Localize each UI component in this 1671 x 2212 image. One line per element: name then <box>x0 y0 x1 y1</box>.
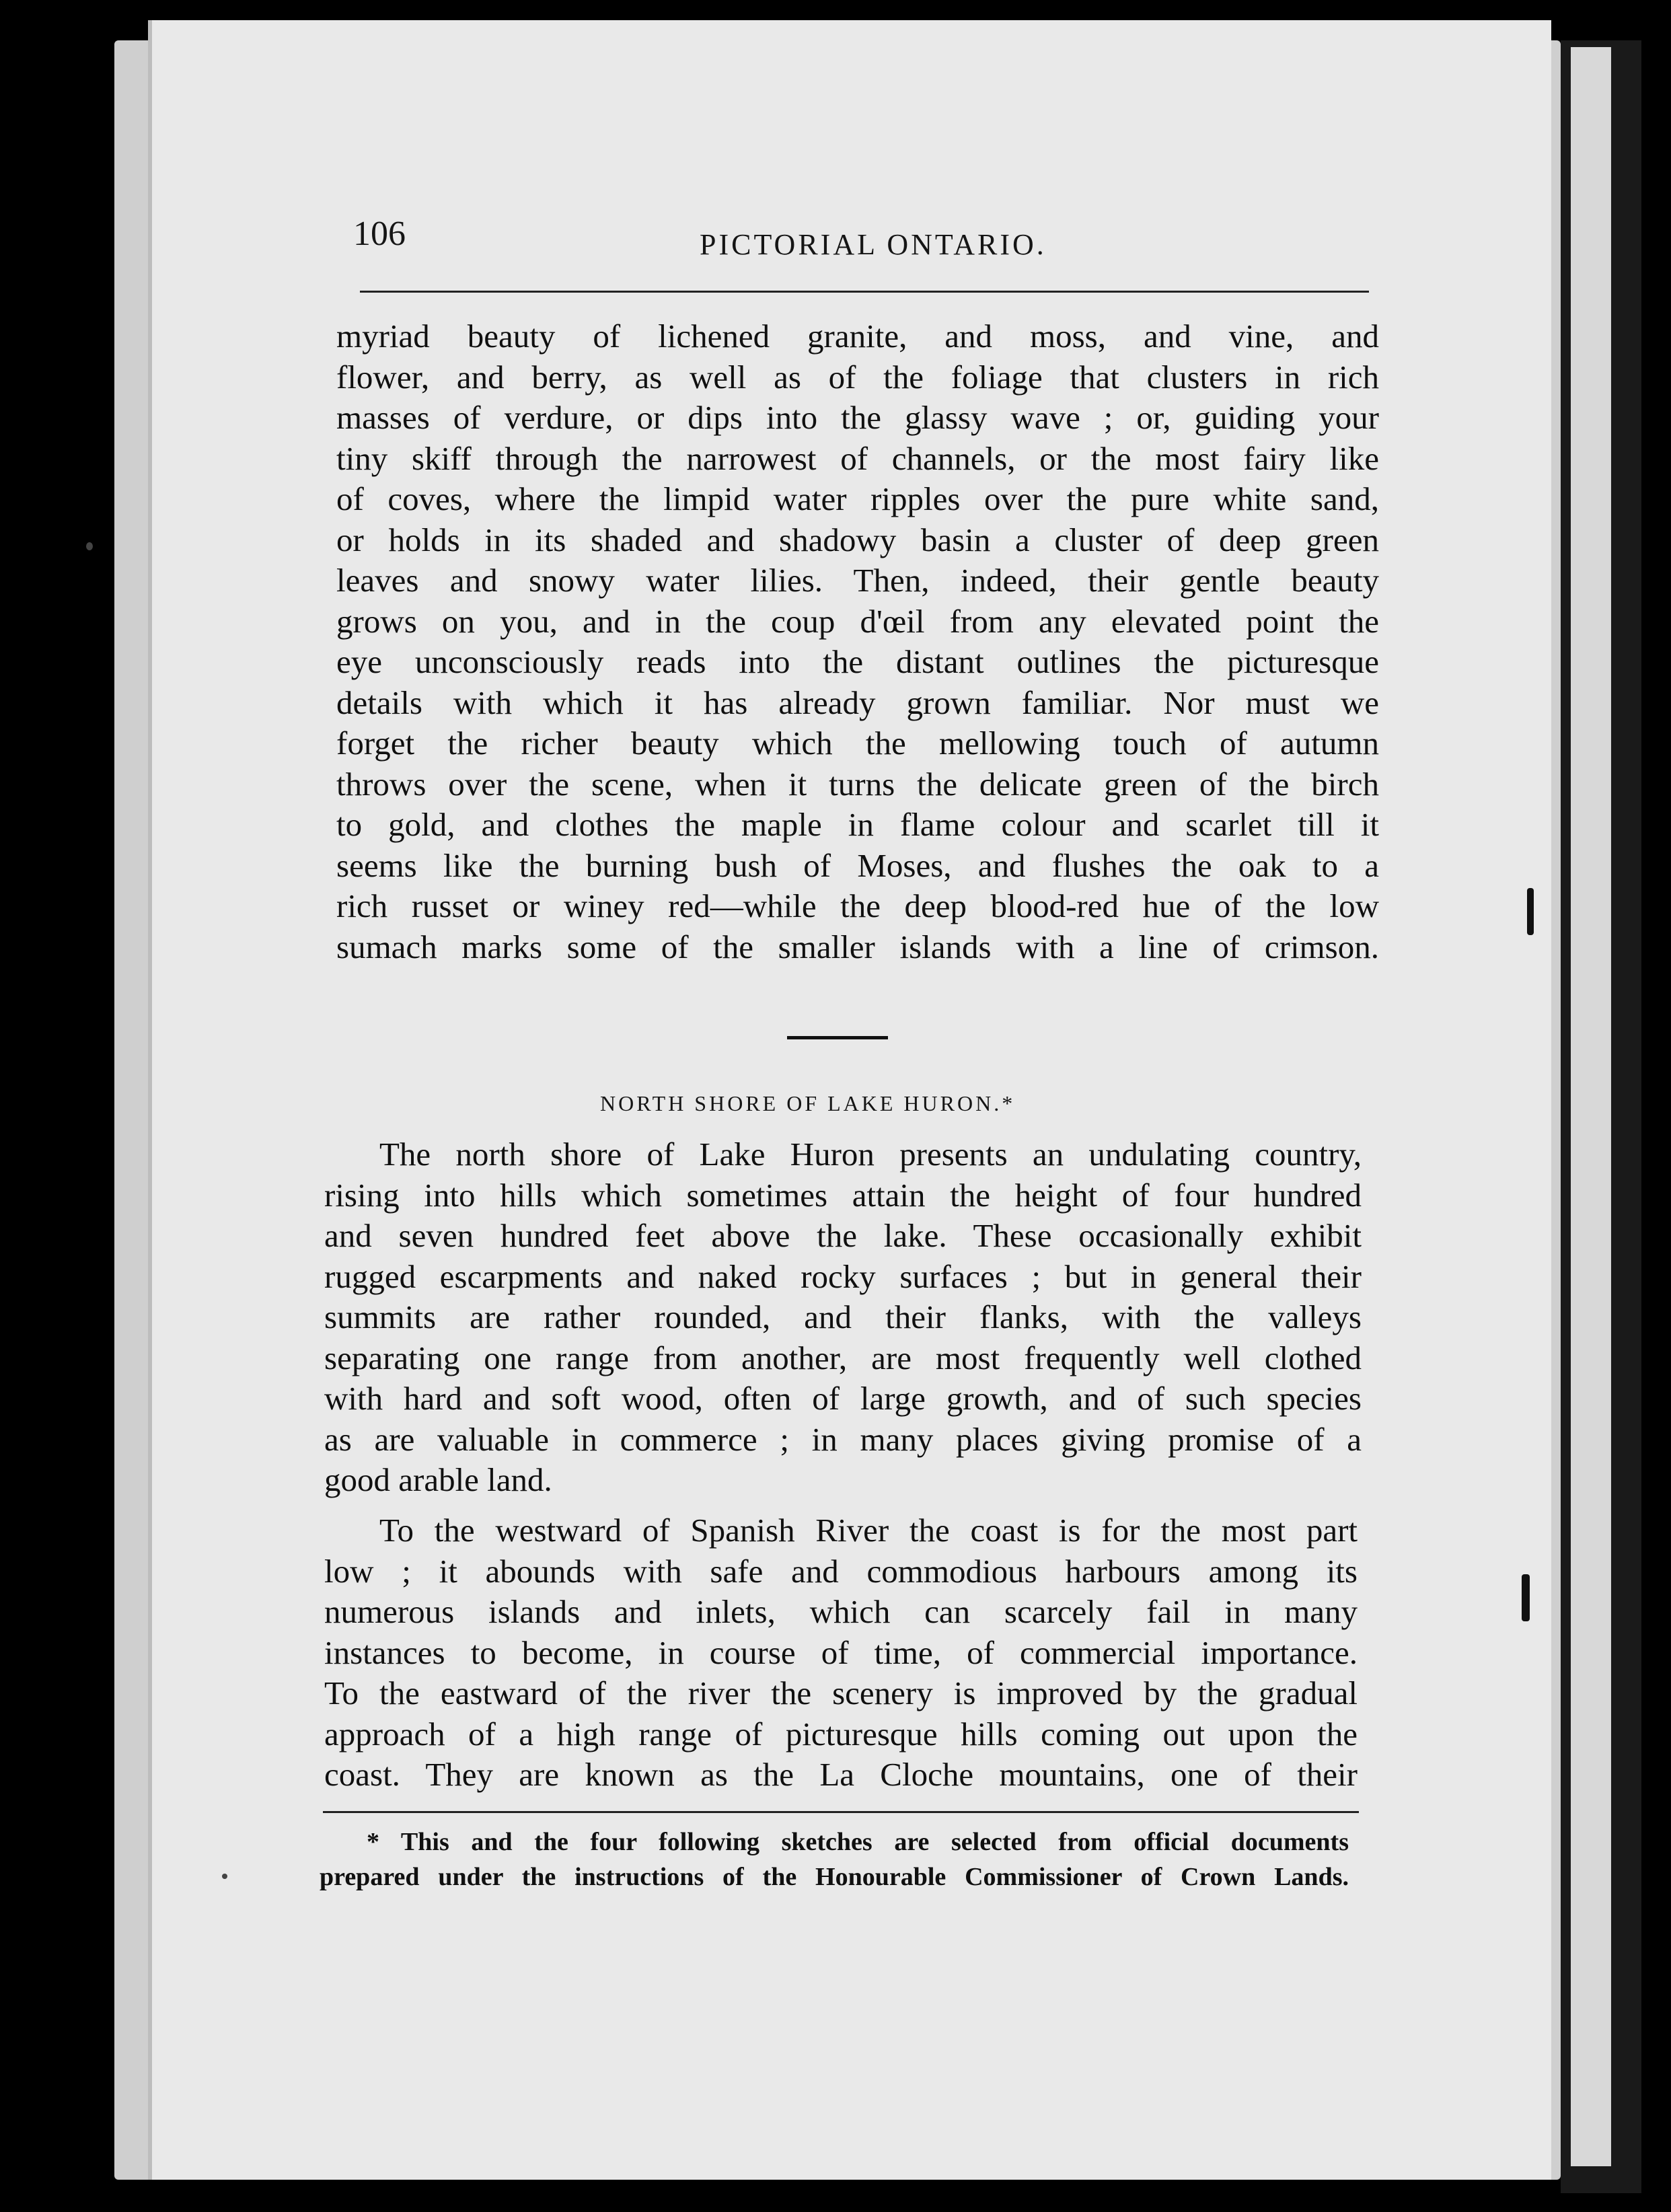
text-line: summits are rather rounded, and their flanks, with the valleys <box>324 1298 1362 1335</box>
text-line: tiny skiff through the narrowest of channels, or the most fairy like <box>336 439 1379 477</box>
paragraph <box>324 1510 1358 1796</box>
text-line: rising into hills which sometimes attain the height of four hundred <box>324 1176 1362 1214</box>
scan-speck <box>1527 888 1534 935</box>
text-line: good arable land. <box>324 1461 552 1498</box>
text-line: with hard and soft wood, often of large growth, and of such species <box>324 1380 1362 1417</box>
text-line: myriad beauty of lichened granite, and moss, and vine, and <box>336 318 1379 355</box>
text-line: rugged escarpments and naked rocky surfaces ; but in general their <box>324 1257 1362 1295</box>
text-line: grows on you, and in the coup d'œil from any elevated point the <box>336 602 1379 640</box>
text-line: separating one range from another, are most frequently well clothed <box>324 1339 1362 1376</box>
paragraph <box>324 1134 1362 1501</box>
footnote-rule <box>323 1811 1359 1813</box>
text-line: To the westward of Spanish River the coast is for the most part <box>379 1512 1358 1549</box>
text-line: as are valuable in commerce ; in many places giving promise of a <box>324 1420 1362 1458</box>
text-line: leaves and snowy water lilies. Then, indeed, their gentle beauty <box>336 562 1379 599</box>
text-line: details with which it has already grown familiar. Nor must we <box>336 684 1379 721</box>
footnote-line: * This and the four following sketches are selected from official documents <box>367 1828 1349 1856</box>
text-line: low ; it abounds with safe and commodious harbours among its <box>324 1552 1358 1590</box>
text-line: numerous islands and inlets, which can scarcely fail in many <box>324 1593 1358 1630</box>
text-line: or holds in its shaded and shadowy basin a cluster of deep green <box>336 521 1379 558</box>
text-line: to gold, and clothes the maple in flame colour and scarlet till it <box>336 806 1379 843</box>
scan-speck <box>222 1874 227 1879</box>
text-line: rich russet or winey red—while the deep blood-red hue of the low <box>336 887 1379 924</box>
scan-speck <box>86 542 93 550</box>
text-line: and seven hundred feet above the lake. These occasionally exhibit <box>324 1217 1362 1254</box>
text-line: instances to become, in course of time, of commercial importance. <box>324 1633 1358 1671</box>
footnote <box>320 1824 1349 1894</box>
text-line: throws over the scene, when it turns the delicate green of the birch <box>336 765 1379 803</box>
text-line: eye unconsciously reads into the distant outlines the picturesque <box>336 643 1379 680</box>
section-divider <box>787 1036 888 1039</box>
text-line: forget the richer beauty which the mellowing touch of autumn <box>336 725 1379 762</box>
scan-speck <box>1522 1574 1530 1621</box>
text-line: flower, and berry, as well as of the foliage that clusters in rich <box>336 358 1379 396</box>
facing-page-edge <box>1571 47 1611 2166</box>
text-line: coast. They are known as the La Cloche mountains, one of their <box>324 1756 1358 1793</box>
text-line: masses of verdure, or dips into the glassy wave ; or, guiding your <box>336 399 1379 436</box>
text-line: approach of a high range of picturesque hills coming out upon the <box>324 1715 1358 1753</box>
running-title: PICTORIAL ONTARIO. <box>700 228 1047 261</box>
text-line: The north shore of Lake Huron presents an undulating country, <box>379 1136 1362 1173</box>
text-line: of coves, where the limpid water ripples over the pure white sand, <box>336 480 1379 517</box>
header-rule <box>360 291 1369 293</box>
paragraph-continued <box>336 316 1379 967</box>
text-line: To the eastward of the river the scenery is improved by the gradual <box>324 1674 1358 1711</box>
footnote-line: prepared under the instructions of the Honourable Commissioner of Crown Lands. <box>320 1863 1349 1891</box>
page-number: 106 <box>353 215 406 253</box>
text-line: sumach marks some of the smaller islands with a line of crimson. <box>336 928 1379 965</box>
text-line: seems like the burning bush of Moses, and flushes the oak to a <box>336 846 1379 884</box>
section-heading: NORTH SHORE OF LAKE HURON.* <box>600 1091 1016 1115</box>
